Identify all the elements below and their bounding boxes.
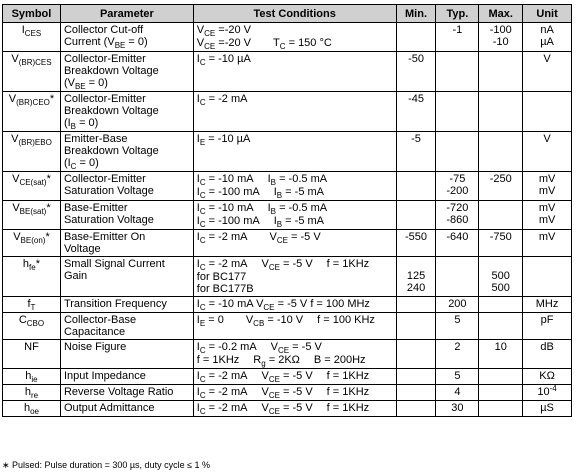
min-cell: 125 240 <box>396 257 436 297</box>
table-row <box>3 52 572 92</box>
conditions-cell: $I_C = -10$ mA $V_{CE} = -5$ V f = 100 MHz <box>193 297 396 313</box>
typ-cell <box>436 132 479 172</box>
header-unit: Unit <box>523 5 572 23</box>
parameter-cell: Input Impedance <box>60 369 193 385</box>
conditions-cell: $I_C = -10$ mA $I_B = -0.5$ mA $I_C = -100$ mA $I_B = -5$ mA <box>193 172 396 201</box>
min-cell <box>396 401 436 417</box>
symbol-cell: $h_{re}$ <box>3 385 61 401</box>
typ-cell: -720 -860 <box>436 201 479 230</box>
unit-cell: µS <box>523 401 572 417</box>
max-cell <box>479 385 523 401</box>
symbol-cell: NF <box>3 340 61 369</box>
min-cell <box>396 23 436 52</box>
symbol-cell: $h_{oe}$ <box>3 401 61 417</box>
table-row <box>3 23 572 52</box>
max-cell <box>479 201 523 230</box>
table-row <box>3 297 572 313</box>
min-cell: -45 <box>396 92 436 132</box>
parameter-cell: Collector-Emitter Breakdown Voltage $(V_{BE} = 0)$ <box>60 52 193 92</box>
conditions-cell: $I_C = -2$ mA $V_{CE} = -5$ V <box>193 230 396 257</box>
typ-cell: -640 <box>436 230 479 257</box>
max-cell <box>479 52 523 92</box>
unit-cell: mV mV <box>523 172 572 201</box>
table-header-row <box>3 5 572 23</box>
unit-cell: KΩ <box>523 369 572 385</box>
max-cell <box>479 92 523 132</box>
max-cell: 500 500 <box>479 257 523 297</box>
min-cell: -50 <box>396 52 436 92</box>
parameter-cell: Output Admittance <box>60 401 193 417</box>
table-row <box>3 201 572 230</box>
electrical-characteristics-table <box>2 4 572 417</box>
min-cell: -550 <box>396 230 436 257</box>
parameter-cell: Transition Frequency <box>60 297 193 313</box>
table-row <box>3 92 572 132</box>
unit-cell <box>523 257 572 297</box>
table-row <box>3 257 572 297</box>
parameter-cell: Collector-Emitter Saturation Voltage <box>60 172 193 201</box>
header-max: Max. <box>479 5 523 23</box>
header-min: Min. <box>396 5 436 23</box>
symbol-cell: $V_{(BR)CES}$ <box>3 52 61 92</box>
unit-cell: MHz <box>523 297 572 313</box>
table-row <box>3 385 572 401</box>
conditions-cell: $I_C = -2$ mA $V_{CE} = -5$ V f = 1KHz <box>193 401 396 417</box>
table-row <box>3 401 572 417</box>
unit-cell <box>523 92 572 132</box>
table-row <box>3 230 572 257</box>
conditions-cell: $I_C = -2$ mA $V_{CE} = -5$ V f = 1KHz <box>193 385 396 401</box>
min-cell <box>396 369 436 385</box>
min-cell <box>396 313 436 340</box>
unit-cell: mV <box>523 230 572 257</box>
symbol-cell: $I_{CES}$ <box>3 23 61 52</box>
table-row <box>3 313 572 340</box>
symbol-cell: $h_{fe}*$ <box>3 257 61 297</box>
parameter-cell: Noise Figure <box>60 340 193 369</box>
conditions-cell: $I_C = -0.2$ mA $V_{CE} = -5$ V f = 1KHz $R_g = 2K\Omega$ B = 200Hz <box>193 340 396 369</box>
symbol-cell: $V_{(BR)CEO}*$ <box>3 92 61 132</box>
max-cell <box>479 313 523 340</box>
unit-cell: dB <box>523 340 572 369</box>
symbol-cell: $V_{(BR)EBO}$ <box>3 132 61 172</box>
header-test-conditions: Test Conditions <box>193 5 396 23</box>
symbol-cell: $f_T$ <box>3 297 61 313</box>
table-row <box>3 369 572 385</box>
max-cell <box>479 297 523 313</box>
parameter-cell: Base-Emitter Saturation Voltage <box>60 201 193 230</box>
symbol-cell: $V_{BE(sat)}*$ <box>3 201 61 230</box>
conditions-cell: $I_C = -2$ mA $V_{CE} = -5$ V f = 1KHz for BC177 for BC177B <box>193 257 396 297</box>
max-cell: -750 <box>479 230 523 257</box>
unit-cell: pF <box>523 313 572 340</box>
conditions-cell: $I_C = -2$ mA $V_{CE} = -5$ V f = 1KHz <box>193 369 396 385</box>
symbol-cell: $V_{CE(sat)}*$ <box>3 172 61 201</box>
max-cell <box>479 401 523 417</box>
typ-cell: -1 <box>436 23 479 52</box>
table-row <box>3 132 572 172</box>
min-cell <box>396 340 436 369</box>
max-cell: -100 -10 <box>479 23 523 52</box>
max-cell <box>479 132 523 172</box>
conditions-cell: $I_E = -10$ µA <box>193 132 396 172</box>
min-cell <box>396 172 436 201</box>
min-cell <box>396 201 436 230</box>
table-row <box>3 340 572 369</box>
typ-cell <box>436 52 479 92</box>
typ-cell: 200 <box>436 297 479 313</box>
parameter-cell: Collector Cut-off Current $(V_{BE} = 0)$ <box>60 23 193 52</box>
max-cell: 10 <box>479 340 523 369</box>
max-cell: -250 <box>479 172 523 201</box>
conditions-cell: $V_{CE} =-20$ V $V_{CE} =-20$ V $T_C = 150$ °C <box>193 23 396 52</box>
parameter-cell: Reverse Voltage Ratio <box>60 385 193 401</box>
typ-cell: 4 <box>436 385 479 401</box>
symbol-cell: $V_{BE(on)}*$ <box>3 230 61 257</box>
parameter-cell: Collector-Emitter Breakdown Voltage $(I_B = 0)$ <box>60 92 193 132</box>
typ-cell: -75 -200 <box>436 172 479 201</box>
unit-cell: nA µA <box>523 23 572 52</box>
parameter-cell: Emitter-Base Breakdown Voltage $(I_C = 0)$ <box>60 132 193 172</box>
unit-cell: V <box>523 52 572 92</box>
parameter-cell: Base-Emitter On Voltage <box>60 230 193 257</box>
min-cell <box>396 297 436 313</box>
conditions-cell: $I_C = -10$ µA <box>193 52 396 92</box>
parameter-cell: Small Signal Current Gain <box>60 257 193 297</box>
unit-cell: $10^{-4}$ <box>523 385 572 401</box>
typ-cell: 5 <box>436 313 479 340</box>
min-cell: -5 <box>396 132 436 172</box>
conditions-cell: $I_C = -2$ mA <box>193 92 396 132</box>
typ-cell: 30 <box>436 401 479 417</box>
max-cell <box>479 369 523 385</box>
symbol-cell: $h_{ie}$ <box>3 369 61 385</box>
header-symbol: Symbol <box>3 5 61 23</box>
footnote: ∗ Pulsed: Pulse duration = 300 µs, duty cycle ≤ 1 % <box>2 460 211 470</box>
typ-cell: 2 <box>436 340 479 369</box>
typ-cell <box>436 92 479 132</box>
parameter-cell: Collector-Base Capacitance <box>60 313 193 340</box>
unit-cell: V <box>523 132 572 172</box>
table-row <box>3 172 572 201</box>
min-cell <box>396 385 436 401</box>
unit-cell: mV mV <box>523 201 572 230</box>
symbol-cell: $C_{CBO}$ <box>3 313 61 340</box>
conditions-cell: $I_E = 0$ $V_{CB} = -10$ V f = 100 KHz <box>193 313 396 340</box>
header-parameter: Parameter <box>60 5 193 23</box>
conditions-cell: $I_C = -10$ mA $I_B = -0.5$ mA $I_C = -100$ mA $I_B = -5$ mA <box>193 201 396 230</box>
typ-cell: 5 <box>436 369 479 385</box>
header-typ: Typ. <box>436 5 479 23</box>
typ-cell <box>436 257 479 297</box>
